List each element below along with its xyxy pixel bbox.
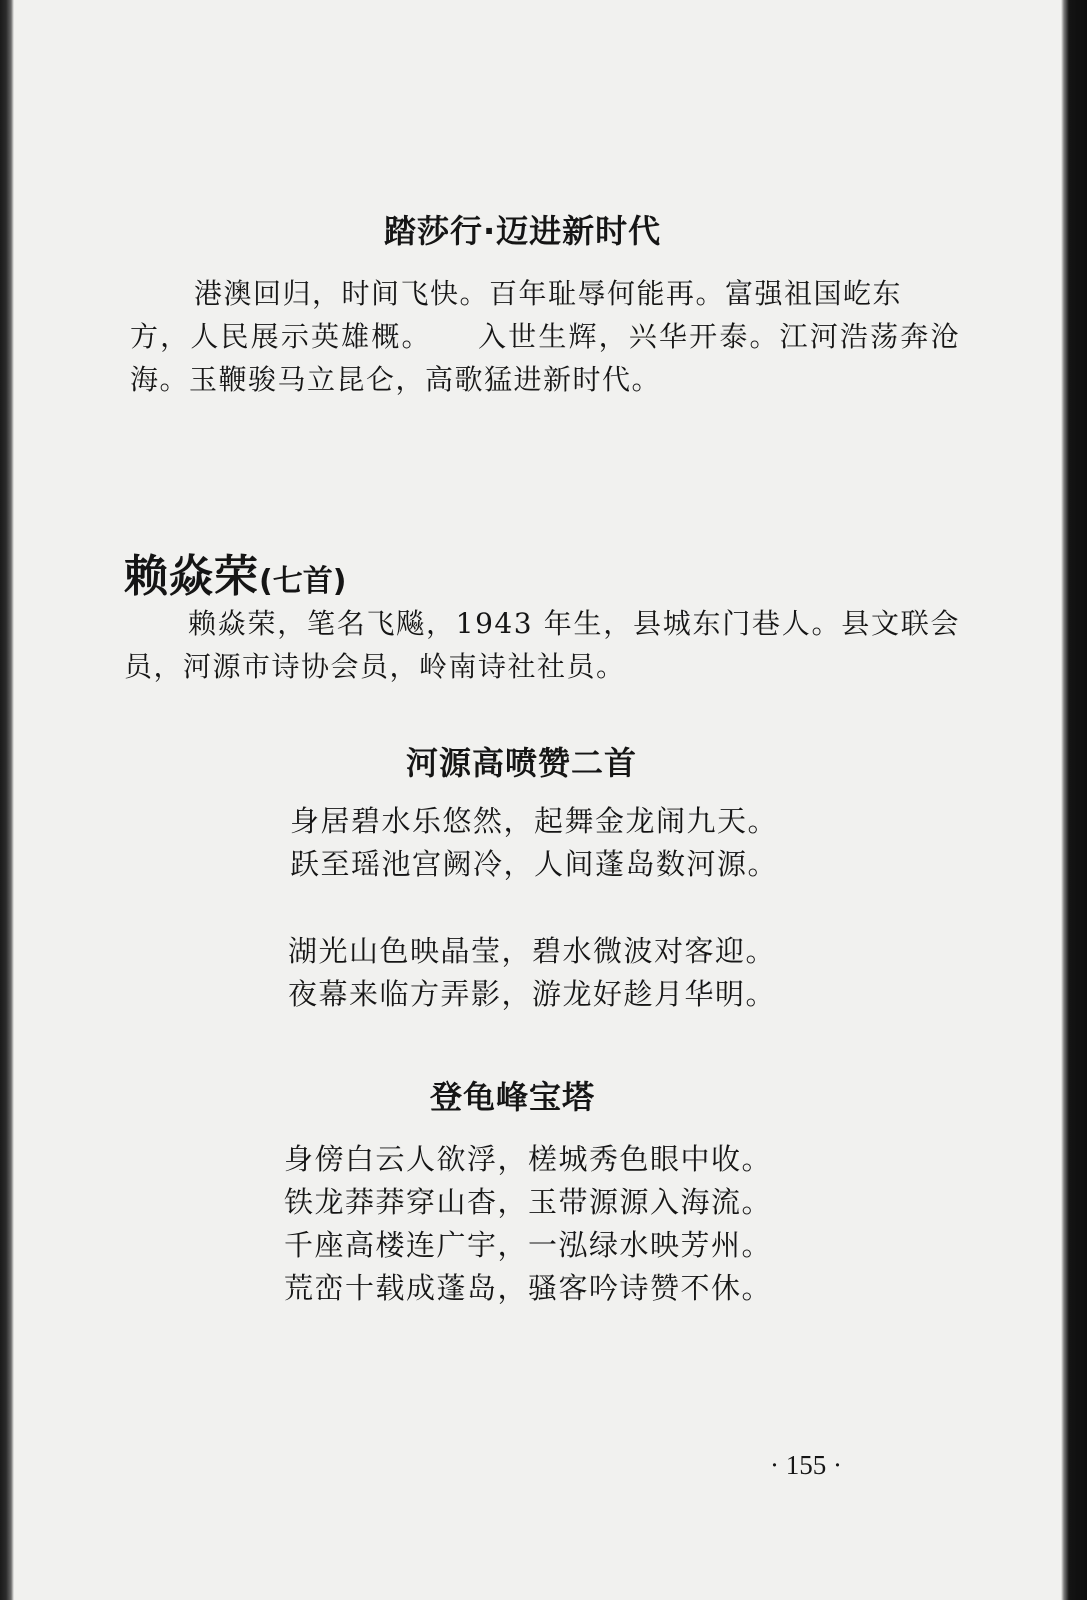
poem-body-1-rest: 方，人民展示英雄概。 入世生辉，兴华开泰。江河浩荡奔沧海。玉鞭骏马立昆仑，高歌猛进新时代。: [130, 320, 960, 396]
poem-body-1-first-line: 港澳回归，时间飞快。百年耻辱何能再。富强祖国屹东: [194, 277, 903, 310]
poem-line: 身傍白云人欲浮，槎城秀色眼中收。: [284, 1142, 773, 1176]
poem-line: 湖光山色映晶莹，碧水微波对客迎。: [288, 934, 777, 968]
poem-2-stanza-1: [290, 800, 778, 886]
poem-title-2: 河源高喷赞二首: [406, 744, 638, 782]
poem-line: 荒峦十载成蓬岛，骚客吟诗赞不休。: [284, 1271, 773, 1305]
poem-line: 铁龙莽莽穿山杳，玉带源源入海流。: [284, 1185, 773, 1219]
author-name: 赖焱荣: [124, 551, 259, 602]
poem-line: 千座高楼连广宇，一泓绿水映芳州。: [284, 1228, 773, 1262]
poem-title-3: 登龟峰宝塔: [430, 1078, 596, 1116]
author-poem-count: (七首): [259, 564, 347, 599]
poem-line: 跃至瑶池宫阙冷，人间蓬岛数河源。: [290, 847, 779, 881]
author-heading: [124, 540, 346, 604]
poem-2-stanza-2: [288, 930, 776, 1016]
poem-body-1: [130, 272, 960, 401]
poem-line: 身居碧水乐悠然，起舞金龙闹九天。: [290, 804, 779, 838]
author-bio: [124, 602, 960, 688]
author-bio-text: 赖焱荣，笔名飞飚，1943 年生，县城东门巷人。县文联会员，河源市诗协会员，岭南诗社社员。: [124, 607, 960, 683]
poem-line: 夜幕来临方弄影，游龙好趁月华明。: [288, 977, 777, 1011]
poem-3-body: [284, 1138, 772, 1310]
page-number: · 155 ·: [770, 1450, 842, 1480]
poem-title-1: 踏莎行·迈进新时代: [384, 212, 662, 250]
